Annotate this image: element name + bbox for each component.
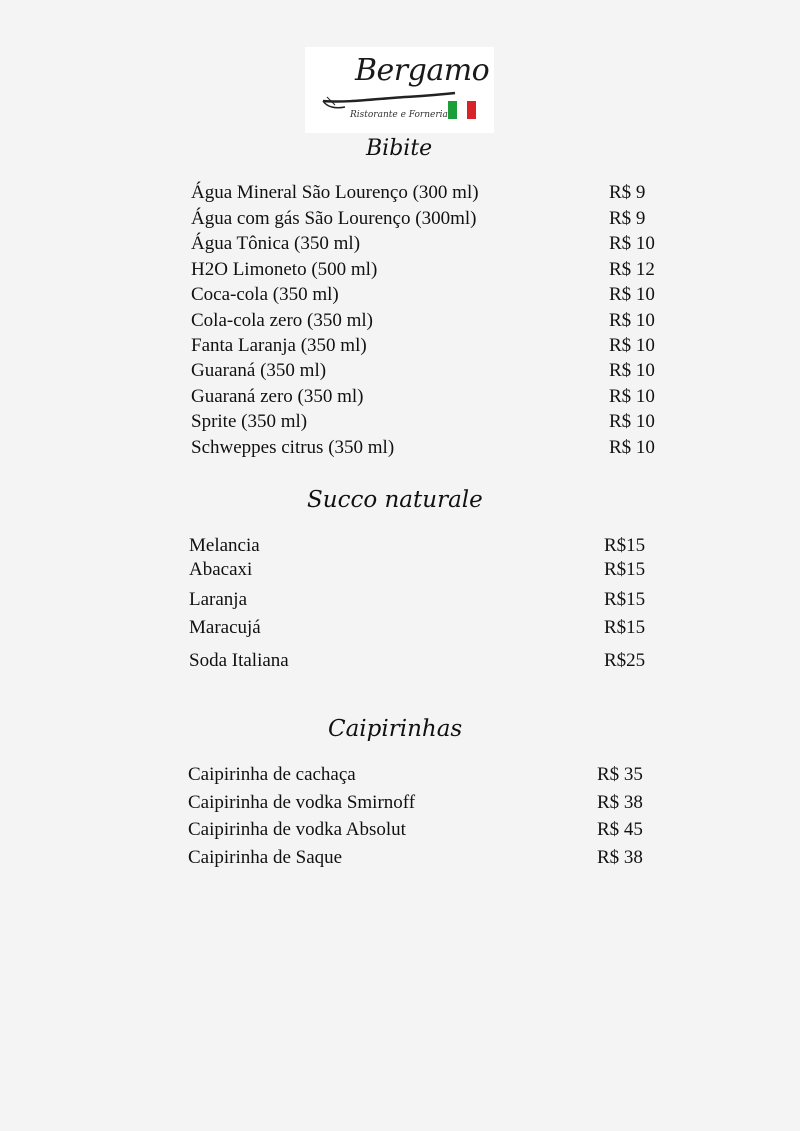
menu-item-name: Guaraná (350 ml) bbox=[191, 360, 327, 381]
menu-item-price: R$15 bbox=[604, 535, 646, 556]
section-title-bibite: Bibite bbox=[366, 136, 433, 161]
menu-item-name: H2O Limoneto (500 ml) bbox=[191, 259, 378, 280]
flag-stripe-white bbox=[457, 101, 466, 119]
menu-item-name: Melancia bbox=[189, 535, 260, 556]
menu-item-price: R$ 38 bbox=[597, 847, 643, 868]
menu-item-name: Maracujá bbox=[189, 617, 261, 638]
menu-item-price: R$ 10 bbox=[609, 310, 655, 331]
menu-item-name: Guaraná zero (350 ml) bbox=[191, 386, 364, 407]
menu-item-price: R$15 bbox=[604, 617, 646, 638]
menu-item-price: R$ 12 bbox=[609, 259, 655, 280]
menu-item-price: R$ 10 bbox=[609, 437, 655, 458]
menu-item-name: Fanta Laranja (350 ml) bbox=[191, 335, 367, 356]
menu-item-price: R$ 35 bbox=[597, 764, 643, 785]
menu-item-name: Abacaxi bbox=[189, 559, 253, 580]
menu-item-price: R$ 10 bbox=[609, 360, 655, 381]
menu-item-name: Sprite (350 ml) bbox=[191, 411, 308, 432]
menu-item-price: R$ 10 bbox=[609, 411, 655, 432]
flag-stripe-red bbox=[467, 101, 476, 119]
menu-item-name: Laranja bbox=[189, 589, 248, 610]
section-title-succo-naturale: Succo naturale bbox=[307, 487, 483, 513]
restaurant-logo bbox=[305, 47, 494, 133]
italian-flag-icon bbox=[448, 101, 476, 119]
menu-item-price: R$ 10 bbox=[609, 284, 655, 305]
menu-item-price: R$15 bbox=[604, 559, 646, 580]
menu-item-price: R$ 10 bbox=[609, 335, 655, 356]
menu-item-name: Schweppes citrus (350 ml) bbox=[191, 437, 395, 458]
menu-item-name: Coca-cola (350 ml) bbox=[191, 284, 339, 305]
menu-item-name: Cola-cola zero (350 ml) bbox=[191, 310, 374, 331]
menu-item-price: R$15 bbox=[604, 589, 646, 610]
menu-item-price: R$ 10 bbox=[609, 386, 655, 407]
section-title-caipirinhas: Caipirinhas bbox=[328, 716, 463, 742]
menu-item-price: R$ 9 bbox=[609, 208, 646, 229]
menu-item-name: Caipirinha de vodka Absolut bbox=[188, 819, 406, 840]
menu-item-name: Caipirinha de Saque bbox=[188, 847, 343, 868]
menu-item-price: R$ 45 bbox=[597, 819, 643, 840]
menu-item-name: Água com gás São Lourenço (300ml) bbox=[191, 208, 477, 229]
logo-name: Bergamo bbox=[355, 53, 490, 88]
menu-item-price: R$25 bbox=[604, 650, 646, 671]
menu-item-name: Água Mineral São Lourenço (300 ml) bbox=[191, 182, 479, 203]
menu-item-name: Água Tônica (350 ml) bbox=[191, 233, 361, 254]
flag-stripe-green bbox=[448, 101, 457, 119]
menu-item-price: R$ 38 bbox=[597, 792, 643, 813]
menu-item-name: Caipirinha de cachaça bbox=[188, 764, 356, 785]
menu-item-name: Caipirinha de vodka Smirnoff bbox=[188, 792, 416, 813]
logo-subtitle: Ristorante e Forneria bbox=[350, 110, 448, 120]
menu-item-price: R$ 10 bbox=[609, 233, 655, 254]
menu-item-price: R$ 9 bbox=[609, 182, 646, 203]
menu-item-name: Soda Italiana bbox=[189, 650, 289, 671]
